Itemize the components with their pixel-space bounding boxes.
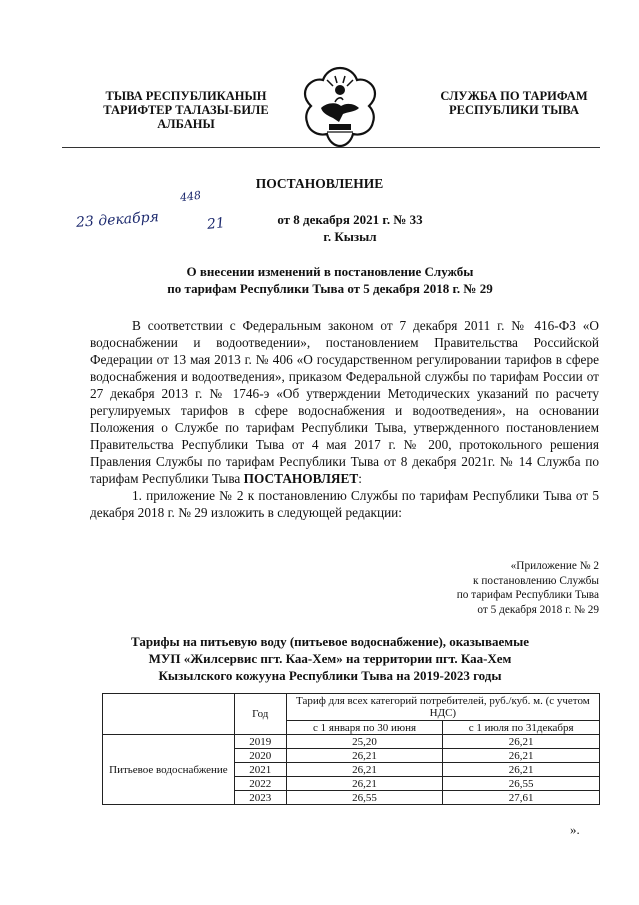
table-header-tariff: Тариф для всех категорий потребителей, руб./куб. м. (с учетом НДС) <box>286 694 599 721</box>
handwritten-date: 23 декабря <box>75 209 160 231</box>
table-cell-h2: 26,55 <box>443 777 600 791</box>
table-cell-h1: 25,20 <box>286 735 443 749</box>
appendix-line: «Приложение № 2 <box>510 560 599 572</box>
table-title <box>100 633 560 684</box>
header-left-line: АЛБАНЫ <box>157 117 215 131</box>
document-type: ПОСТАНОВЛЕНИЕ <box>255 176 384 191</box>
table-row <box>103 735 600 749</box>
table-header-row <box>103 694 600 721</box>
handwritten-number: 448 <box>179 188 202 205</box>
table-title-line: МУП «Жилсервис пгт. Каа-Хем» на территории пгт. Каа-Хем <box>148 651 512 666</box>
table-title-line: Кызылского кожууна Республики Тыва на 2019-2023 годы <box>158 668 502 683</box>
document-title <box>100 263 560 297</box>
table-title-line: Тарифы на питьевую воду (питьевое водоснабжение), оказываемые <box>130 634 530 649</box>
body-paragraph <box>90 317 599 487</box>
appendix-line: по тарифам Республики Тыва <box>456 589 599 601</box>
table-header-first-half: с 1 января по 30 июня <box>286 721 443 735</box>
table-cell-h2: 26,21 <box>443 763 600 777</box>
table-cell-h2: 27,61 <box>443 791 600 805</box>
tyva-emblem-icon <box>297 62 383 148</box>
header-left-line: ТЫВА РЕСПУБЛИКАНЫН <box>105 89 267 103</box>
table-cell-year: 2022 <box>234 777 286 791</box>
header-left-org <box>92 89 280 131</box>
table-cell-h2: 26,21 <box>443 749 600 763</box>
table-cell-year: 2020 <box>234 749 286 763</box>
table-row-label: Питьевое водоснабжение <box>103 735 235 805</box>
body-paragraph-end: : <box>358 471 362 486</box>
tariff-table <box>102 693 600 805</box>
table-cell-h1: 26,21 <box>286 763 443 777</box>
header-right-line: РЕСПУБЛИКИ ТЫВА <box>449 103 579 117</box>
document-date: от 8 декабря 2021 г. № 33 <box>277 212 423 227</box>
table-header-year: Год <box>234 694 286 735</box>
table-cell-year: 2019 <box>234 735 286 749</box>
header-right-line: СЛУЖБА ПО ТАРИФАМ <box>440 89 588 103</box>
handwritten-year: 21 <box>206 215 226 233</box>
title-line: по тарифам Республики Тыва от 5 декабря 2018 г. № 29 <box>167 281 493 296</box>
header-divider <box>62 147 600 148</box>
table-header-second-half: с 1 июля по 31декабря <box>443 721 600 735</box>
document-city: г. Кызыл <box>323 229 377 244</box>
table-cell-year: 2023 <box>234 791 286 805</box>
body-paragraph: 1. приложение № 2 к постановлению Службы по тарифам Республики Тыва от 5 декабря 2018 г. № 29 изложить в следующей редакции: <box>90 488 599 520</box>
closing-quote: ». <box>570 822 580 837</box>
table-cell-h1: 26,21 <box>286 777 443 791</box>
appendix-line: от 5 декабря 2018 г. № 29 <box>477 603 599 616</box>
header-left-line: ТАРИФТЕР ТАЛАЗЫ-БИЛЕ <box>103 103 269 117</box>
title-line: О внесении изменений в постановление Службы <box>186 264 474 279</box>
table-cell-h1: 26,21 <box>286 749 443 763</box>
document-body <box>90 317 599 521</box>
table-header-empty <box>103 694 235 735</box>
table-cell-h2: 26,21 <box>443 735 600 749</box>
resolves-keyword: ПОСТАНОВЛЯЕТ <box>243 471 359 486</box>
table-cell-h1: 26,55 <box>286 791 443 805</box>
appendix-line: к постановлению Службы <box>473 574 599 587</box>
body-paragraph-text: В соответствии с Федеральным законом от 7 декабря 2011 г. № 416-ФЗ «О водоснабжении и водоотведении», постановлением Правительства Российской Федерации от 13 мая 2013 г. № 406 «О государственном регулировании тарифов в сфере водоснабжения и водоотведения», приказом Федеральной службы по тарифам России от 27 декабря 2013 г. № 1746-э «Об утверждении Методических указаний по расчету регулируемых тарифов в сфере водоснабжения и водоотведения», на основании Положения о Службе по тарифам Республики Тыва, утвержденного постановлением Правительства Республики Тыва от 4 мая 2017 г. № 200, протокольного решения Правления Службы по тарифам Республики Тыва от 8 декабря 2021г. № 14 Служба по тарифам Республики Тыва <box>90 318 599 486</box>
header-right-org <box>420 89 608 117</box>
table-cell-year: 2021 <box>234 763 286 777</box>
appendix-reference <box>360 559 599 617</box>
